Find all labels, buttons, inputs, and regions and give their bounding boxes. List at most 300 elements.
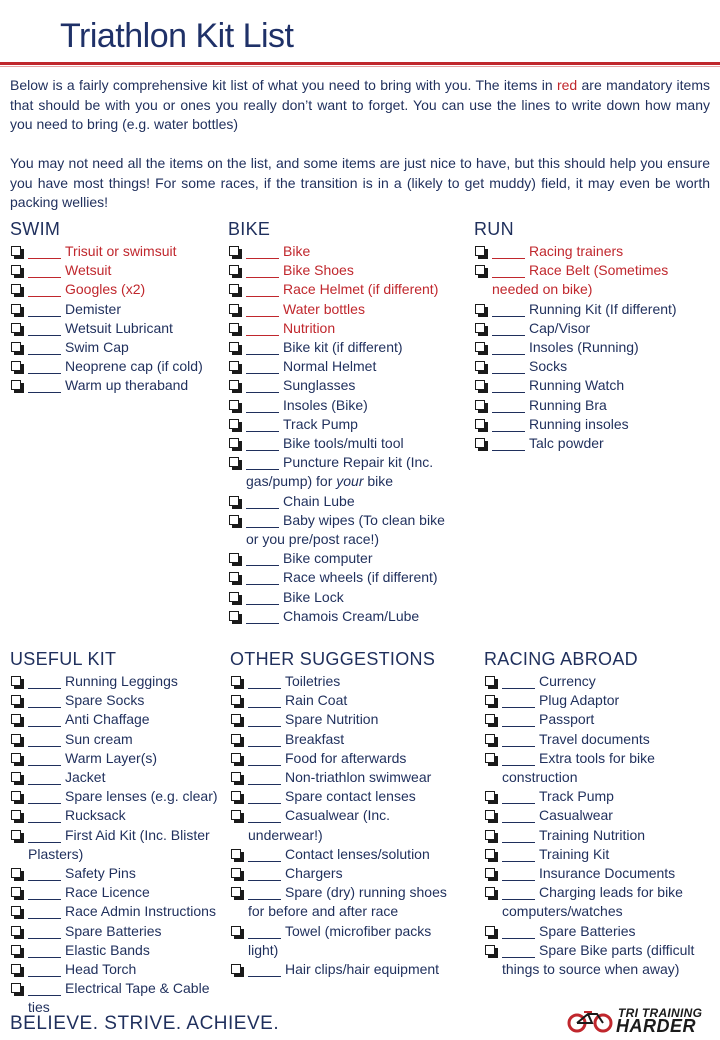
useful-item <box>10 864 230 883</box>
item-label: Socks <box>529 358 568 375</box>
checkbox-icon[interactable] <box>475 400 485 410</box>
checkbox-icon[interactable] <box>231 734 241 744</box>
quantity-line[interactable] <box>492 340 525 355</box>
item-label: Swim Cap <box>65 339 129 356</box>
run-item <box>474 357 714 376</box>
quantity-line[interactable] <box>28 885 61 900</box>
quantity-line[interactable] <box>492 417 525 432</box>
quantity-line[interactable] <box>28 282 61 297</box>
checkbox-icon[interactable] <box>231 849 241 859</box>
checkbox-icon[interactable] <box>11 284 21 294</box>
title-divider-shadow <box>0 66 720 67</box>
checkbox-icon[interactable] <box>229 496 239 506</box>
checkbox-icon[interactable] <box>11 323 21 333</box>
quantity-line[interactable] <box>492 302 525 317</box>
item-label: Track Pump <box>539 788 614 805</box>
checkbox-icon[interactable] <box>485 695 495 705</box>
quantity-line[interactable] <box>28 904 61 919</box>
item-label: Race Licence <box>65 884 150 901</box>
item-label: Insurance Documents <box>539 865 676 882</box>
item-label: Demister <box>65 300 122 317</box>
item-label-continued: construction <box>502 769 578 786</box>
quantity-line[interactable] <box>246 244 279 259</box>
useful-item <box>10 902 230 921</box>
checkbox-icon[interactable] <box>11 342 21 352</box>
checkbox-icon[interactable] <box>229 342 239 352</box>
item-label: Charging leads for bike <box>539 884 683 901</box>
quantity-line[interactable] <box>246 263 279 278</box>
item-label-continued: underwear!) <box>248 826 323 843</box>
item-label-continued: light) <box>248 941 279 958</box>
item-label: Bike tools/multi tool <box>283 435 404 452</box>
quantity-line[interactable] <box>492 244 525 259</box>
quantity-line[interactable] <box>246 494 279 509</box>
quantity-line[interactable] <box>248 712 281 727</box>
item-label: Bike kit (if different) <box>283 339 403 356</box>
item-label: Training Kit <box>539 845 610 862</box>
checkbox-icon[interactable] <box>229 323 239 333</box>
item-label: Bike Shoes <box>283 262 354 279</box>
quantity-line[interactable] <box>28 943 61 958</box>
item-label: Running Watch <box>529 377 625 394</box>
useful-item <box>10 826 230 864</box>
quantity-line[interactable] <box>502 866 535 881</box>
quantity-line[interactable] <box>28 924 61 939</box>
quantity-line[interactable] <box>248 885 281 900</box>
intro-p1-end: are mandatory items that should be with you or ones you really don’t want to forget. You can use the lines to write down how many you need to bring (e.g. water bottles) <box>10 77 710 132</box>
item-label: Spare Socks <box>65 692 145 709</box>
checkbox-icon[interactable] <box>11 676 21 686</box>
checkbox-icon[interactable] <box>11 265 21 275</box>
checkbox-icon[interactable] <box>485 868 495 878</box>
abroad-item <box>484 672 714 691</box>
bike-item <box>228 261 468 280</box>
run-item <box>474 376 714 395</box>
quantity-line[interactable] <box>248 751 281 766</box>
item-label: Elastic Bands <box>65 941 150 958</box>
quantity-line[interactable] <box>492 436 525 451</box>
checkbox-icon[interactable] <box>11 810 21 820</box>
item-label: Warm Layer(s) <box>65 749 158 766</box>
quantity-line[interactable] <box>246 551 279 566</box>
quantity-line[interactable] <box>502 924 535 939</box>
checkbox-icon[interactable] <box>485 753 495 763</box>
item-label: Spare lenses (e.g. clear) <box>65 788 218 805</box>
checkbox-icon[interactable] <box>485 926 495 936</box>
useful-item <box>10 941 230 960</box>
bike-item <box>228 492 468 511</box>
useful-item <box>10 960 230 979</box>
quantity-line[interactable] <box>28 263 61 278</box>
other-suggestions-section <box>230 648 475 979</box>
item-label-continued: or you pre/post race!) <box>246 531 380 548</box>
quantity-line[interactable] <box>28 808 61 823</box>
abroad-item <box>484 710 714 729</box>
checkbox-icon[interactable] <box>485 945 495 955</box>
useful-item <box>10 710 230 729</box>
quantity-line[interactable] <box>502 789 535 804</box>
item-label: Towel (microfiber packs <box>285 922 432 939</box>
quantity-line[interactable] <box>28 302 61 317</box>
checkbox-icon[interactable] <box>11 830 21 840</box>
quantity-line[interactable] <box>502 674 535 689</box>
item-label: Non-triathlon swimwear <box>285 769 432 786</box>
quantity-line[interactable] <box>28 789 61 804</box>
quantity-line[interactable] <box>246 455 279 470</box>
item-label: First Aid Kit (Inc. Blister <box>65 826 210 843</box>
quantity-line[interactable] <box>28 359 61 374</box>
checkbox-icon[interactable] <box>231 887 241 897</box>
item-label: Track Pump <box>283 415 358 432</box>
item-label: Food for afterwards <box>285 749 407 766</box>
swim-item <box>10 319 225 338</box>
checkbox-icon[interactable] <box>475 323 485 333</box>
racing-abroad-heading: RACING ABROAD <box>484 649 638 669</box>
bike-item <box>228 300 468 319</box>
quantity-line[interactable] <box>502 847 535 862</box>
item-label: Toiletries <box>285 673 341 689</box>
abroad-item <box>484 787 714 806</box>
item-label: Nutrition <box>283 319 336 336</box>
brand-logo <box>566 1006 714 1036</box>
checkbox-icon[interactable] <box>229 400 239 410</box>
page-title: Triathlon Kit List <box>60 17 294 55</box>
checkbox-icon[interactable] <box>229 361 239 371</box>
checkbox-icon[interactable] <box>229 553 239 563</box>
checkbox-icon[interactable] <box>11 964 21 974</box>
bike-item <box>228 588 468 607</box>
item-label: Rucksack <box>65 807 126 824</box>
other-item <box>230 768 475 787</box>
other-item <box>230 883 475 921</box>
bike-item <box>228 511 468 549</box>
quantity-line[interactable] <box>246 282 279 297</box>
checkbox-icon[interactable] <box>475 265 485 275</box>
run-item <box>474 300 714 319</box>
useful-item <box>10 979 230 1017</box>
quantity-line[interactable] <box>28 693 61 708</box>
run-item <box>474 261 714 299</box>
quantity-line[interactable] <box>246 513 279 528</box>
checkbox-icon[interactable] <box>11 734 21 744</box>
quantity-line[interactable] <box>502 808 535 823</box>
quantity-line[interactable] <box>246 417 279 432</box>
checkbox-icon[interactable] <box>229 572 239 582</box>
swim-item <box>10 261 225 280</box>
item-label: Normal Helmet <box>283 358 377 375</box>
item-label: Casualwear <box>539 807 613 824</box>
checkbox-icon[interactable] <box>11 926 21 936</box>
checkbox-icon[interactable] <box>229 246 239 256</box>
quantity-line[interactable] <box>248 732 281 747</box>
other-item <box>230 806 475 844</box>
item-label: Neoprene cap (if cold) <box>65 358 203 375</box>
quantity-line[interactable] <box>246 378 279 393</box>
useful-item <box>10 922 230 941</box>
quantity-line[interactable] <box>246 321 279 336</box>
checkbox-icon[interactable] <box>231 810 241 820</box>
checkbox-icon[interactable] <box>231 926 241 936</box>
quantity-line[interactable] <box>502 732 535 747</box>
item-label: Passport <box>539 711 595 728</box>
abroad-item <box>484 845 714 864</box>
bike-item <box>228 338 468 357</box>
item-label: Spare contact lenses <box>285 788 416 805</box>
other-item <box>230 730 475 749</box>
checkbox-icon[interactable] <box>11 983 21 993</box>
bike-item <box>228 280 468 299</box>
useful-item <box>10 787 230 806</box>
quantity-line[interactable] <box>248 693 281 708</box>
item-label: Puncture Repair kit (Inc. <box>283 454 434 471</box>
item-label: Bike computer <box>283 550 373 567</box>
intro-paragraph-1 <box>10 76 710 135</box>
item-label: Hair clips/hair equipment <box>285 961 440 978</box>
bike-item <box>228 568 468 587</box>
checkbox-icon[interactable] <box>475 438 485 448</box>
useful-item <box>10 730 230 749</box>
quantity-line[interactable] <box>28 770 61 785</box>
item-label: Running Bra <box>529 396 607 413</box>
checkbox-icon[interactable] <box>485 849 495 859</box>
bike-item <box>228 549 468 568</box>
item-label: Talc powder <box>529 435 604 452</box>
checkbox-icon[interactable] <box>229 419 239 429</box>
item-label: Travel documents <box>539 730 650 747</box>
abroad-item <box>484 749 714 787</box>
checkbox-icon[interactable] <box>485 734 495 744</box>
quantity-line[interactable] <box>492 398 525 413</box>
quantity-line[interactable] <box>492 378 525 393</box>
quantity-line[interactable] <box>246 302 279 317</box>
item-label: Contact lenses/solution <box>285 845 430 862</box>
other-item <box>230 691 475 710</box>
checkbox-icon[interactable] <box>485 830 495 840</box>
item-label: Spare (dry) running shoes <box>285 884 447 901</box>
checkbox-icon[interactable] <box>229 592 239 602</box>
quantity-line[interactable] <box>246 398 279 413</box>
checkbox-icon[interactable] <box>485 887 495 897</box>
checkbox-icon[interactable] <box>485 714 495 724</box>
item-label: Bike <box>283 243 311 259</box>
item-label: Water bottles <box>283 300 365 317</box>
checkbox-icon[interactable] <box>231 964 241 974</box>
quantity-line[interactable] <box>502 693 535 708</box>
checkbox-icon[interactable] <box>11 361 21 371</box>
quantity-line[interactable] <box>28 866 61 881</box>
run-item <box>474 242 714 261</box>
checkbox-icon[interactable] <box>11 906 21 916</box>
checkbox-icon[interactable] <box>475 304 485 314</box>
checkbox-icon[interactable] <box>229 284 239 294</box>
quantity-line[interactable] <box>502 943 535 958</box>
checkbox-icon[interactable] <box>231 791 241 801</box>
bike-item <box>228 357 468 376</box>
run-item <box>474 338 714 357</box>
quantity-line[interactable] <box>492 263 525 278</box>
checkbox-icon[interactable] <box>229 304 239 314</box>
quantity-line[interactable] <box>28 674 61 689</box>
logo-text-bottom: HARDER <box>616 1016 697 1036</box>
quantity-line[interactable] <box>248 924 281 939</box>
checkbox-icon[interactable] <box>485 810 495 820</box>
quantity-line[interactable] <box>28 732 61 747</box>
item-label: Chamois Cream/Lube <box>283 607 420 624</box>
quantity-line[interactable] <box>28 321 61 336</box>
checkbox-icon[interactable] <box>231 868 241 878</box>
checkbox-icon[interactable] <box>231 772 241 782</box>
checkbox-icon[interactable] <box>475 246 485 256</box>
checkbox-icon[interactable] <box>11 791 21 801</box>
quantity-line[interactable] <box>248 789 281 804</box>
quantity-line[interactable] <box>28 340 61 355</box>
quantity-line[interactable] <box>502 712 535 727</box>
quantity-line[interactable] <box>246 340 279 355</box>
quantity-line[interactable] <box>246 359 279 374</box>
run-section <box>474 218 714 453</box>
item-label: Bike Lock <box>283 588 344 605</box>
other-item <box>230 749 475 768</box>
item-label: Sunglasses <box>283 377 356 394</box>
checkbox-icon[interactable] <box>229 611 239 621</box>
useful-item <box>10 691 230 710</box>
item-label: Currency <box>539 673 596 689</box>
footer-tagline: BELIEVE. STRIVE. ACHIEVE. <box>10 1013 280 1034</box>
checkbox-icon[interactable] <box>11 246 21 256</box>
quantity-line[interactable] <box>28 244 61 259</box>
item-label: Chargers <box>285 865 343 882</box>
other-item <box>230 672 475 691</box>
abroad-item <box>484 883 714 921</box>
checkbox-icon[interactable] <box>11 695 21 705</box>
checkbox-icon[interactable] <box>229 515 239 525</box>
item-label-continued: gas/pump) for <box>246 473 337 490</box>
item-label-emphasis: your <box>336 473 364 490</box>
quantity-line[interactable] <box>248 770 281 785</box>
checkbox-icon[interactable] <box>11 380 21 390</box>
bike-item <box>228 319 468 338</box>
other-item <box>230 710 475 729</box>
item-label: Wetsuit <box>65 262 112 279</box>
quantity-line[interactable] <box>248 962 281 977</box>
quantity-line[interactable] <box>246 590 279 605</box>
quantity-line[interactable] <box>246 570 279 585</box>
useful-item <box>10 883 230 902</box>
useful-item <box>10 806 230 825</box>
checkbox-icon[interactable] <box>475 342 485 352</box>
quantity-line[interactable] <box>28 981 61 996</box>
bike-section <box>228 218 468 626</box>
checkbox-icon[interactable] <box>11 304 21 314</box>
item-label: Electrical Tape & Cable ties <box>28 980 210 1016</box>
item-label: Extra tools for bike <box>539 749 655 766</box>
abroad-item <box>484 941 714 979</box>
run-item <box>474 396 714 415</box>
abroad-item <box>484 691 714 710</box>
quantity-line[interactable] <box>246 436 279 451</box>
checkbox-icon[interactable] <box>229 457 239 467</box>
item-label: Race wheels (if different) <box>283 569 438 586</box>
item-label: Trisuit or swimsuit <box>65 243 177 259</box>
other-item <box>230 864 475 883</box>
bike-item <box>228 434 468 453</box>
quantity-line[interactable] <box>492 359 525 374</box>
checkbox-icon[interactable] <box>229 380 239 390</box>
checkbox-icon[interactable] <box>11 753 21 763</box>
swim-item <box>10 300 225 319</box>
checkbox-icon[interactable] <box>231 695 241 705</box>
other-item <box>230 787 475 806</box>
checkbox-icon[interactable] <box>485 676 495 686</box>
quantity-line[interactable] <box>28 378 61 393</box>
checkbox-icon[interactable] <box>475 361 485 371</box>
item-label: Jacket <box>65 769 106 786</box>
item-label: Anti Chaffage <box>65 711 150 728</box>
item-label: Race Belt (Sometimes <box>529 262 669 279</box>
checkbox-icon[interactable] <box>11 868 21 878</box>
quantity-line[interactable] <box>248 674 281 689</box>
run-item <box>474 415 714 434</box>
checkbox-icon[interactable] <box>485 791 495 801</box>
checkbox-icon[interactable] <box>11 772 21 782</box>
item-label: Spare Bike parts (difficult <box>539 941 695 958</box>
quantity-line[interactable] <box>28 751 61 766</box>
item-label: Running Leggings <box>65 673 178 689</box>
quantity-line[interactable] <box>28 712 61 727</box>
quantity-line[interactable] <box>248 866 281 881</box>
checkbox-icon[interactable] <box>231 753 241 763</box>
quantity-line[interactable] <box>248 847 281 862</box>
item-label: Racing trainers <box>529 243 624 259</box>
checkbox-icon[interactable] <box>475 419 485 429</box>
checkbox-icon[interactable] <box>231 714 241 724</box>
item-label: Chain Lube <box>283 492 355 509</box>
item-label: Insoles (Running) <box>529 339 639 356</box>
checkbox-icon[interactable] <box>11 887 21 897</box>
abroad-item <box>484 864 714 883</box>
swim-section <box>10 218 225 396</box>
racing-abroad-section <box>484 648 714 979</box>
checkbox-icon[interactable] <box>231 676 241 686</box>
useful-item <box>10 672 230 691</box>
abroad-item <box>484 730 714 749</box>
quantity-line[interactable] <box>502 828 535 843</box>
item-label: Running Kit (If different) <box>529 300 677 317</box>
run-item <box>474 434 714 453</box>
abroad-item <box>484 806 714 825</box>
checkbox-icon[interactable] <box>229 265 239 275</box>
quantity-line[interactable] <box>28 962 61 977</box>
quantity-line[interactable] <box>28 828 61 843</box>
checkbox-icon[interactable] <box>229 438 239 448</box>
quantity-line[interactable] <box>248 808 281 823</box>
quantity-line[interactable] <box>502 885 535 900</box>
intro-paragraph-2: You may not need all the items on the list, and some items are just nice to have, but this should help you ensure you have most things! For some races, if the transition is in a (likely to get muddy) field, it may even be worth packing wellies! <box>10 155 710 210</box>
item-label: Spare Batteries <box>65 922 162 939</box>
quantity-line[interactable] <box>492 321 525 336</box>
bike-item <box>228 415 468 434</box>
run-item <box>474 319 714 338</box>
swim-item <box>10 280 225 299</box>
checkbox-icon[interactable] <box>475 380 485 390</box>
item-label: Warm up theraband <box>65 377 189 394</box>
other-item <box>230 922 475 960</box>
item-label-continued: things to source when away) <box>502 961 680 978</box>
checkbox-icon[interactable] <box>11 714 21 724</box>
quantity-line[interactable] <box>246 609 279 624</box>
checkbox-icon[interactable] <box>11 945 21 955</box>
quantity-line[interactable] <box>502 751 535 766</box>
